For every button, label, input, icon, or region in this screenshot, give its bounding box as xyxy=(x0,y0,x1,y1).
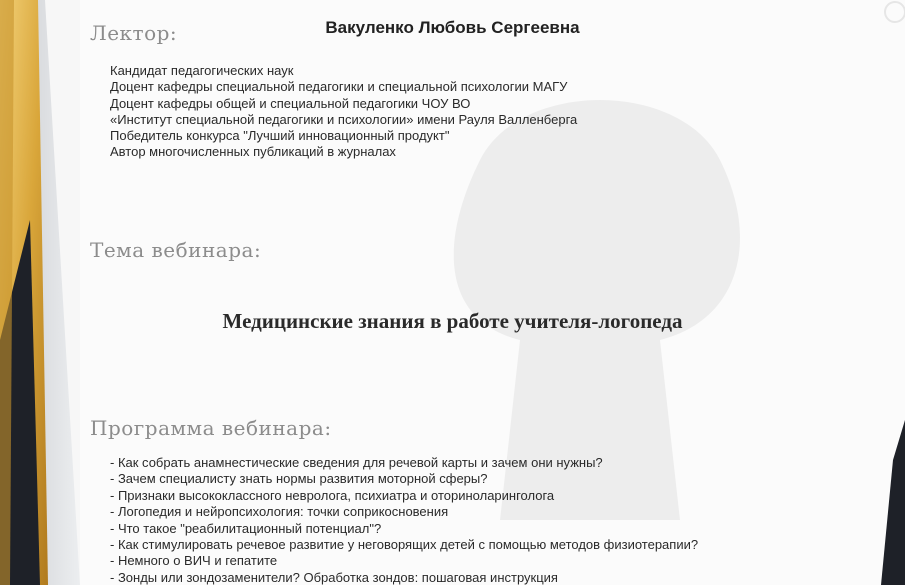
decorative-corner-graphic xyxy=(865,0,905,585)
credential-item: «Институт специальной педагогики и психологии» имени Рауля Валленберга xyxy=(110,111,578,127)
lector-credentials-list xyxy=(110,63,577,161)
decorative-stripes-graphic xyxy=(0,0,80,585)
credential-item: Доцент кафедры общей и специальной педагогики ЧОУ ВО xyxy=(110,95,471,111)
credential-item: Победитель конкурса "Лучший инновационный продукт" xyxy=(110,128,450,144)
webinar-title: Медицинские знания в работе учителя-логопеда xyxy=(222,309,683,333)
program-label: Программа вебинара: xyxy=(90,416,332,440)
left-decorative-strip xyxy=(0,0,80,585)
program-item: - Логопедия и нейропсихология: точки соприкосновения xyxy=(110,504,449,520)
credential-item: Кандидат педагогических наук xyxy=(110,63,294,78)
lector-label: Лектор: xyxy=(90,21,178,45)
right-decorative-strip xyxy=(865,0,905,585)
program-item: - Зонды или зондозаменители? Обработка зондов: пошаговая инструкция xyxy=(110,569,558,585)
program-item: - Зачем специалисту знать нормы развития моторной сферы? xyxy=(110,471,488,487)
program-item: - Как стимулировать речевое развитие у неговорящих детей с помощью методов физиотерапии? xyxy=(110,537,699,553)
program-item: - Что такое "реабилитационный потенциал"? xyxy=(110,520,382,536)
program-item: - Признаки высококлассного невролога, психиатра и оториноларинголога xyxy=(110,487,555,503)
credential-item: Доцент кафедры специальной педагогики и специальной психологии МАГУ xyxy=(110,79,568,95)
credential-item: Автор многочисленных публикаций в журналах xyxy=(110,144,396,160)
program-item: - Как собрать анамнестические сведения для речевой карты и зачем они нужны? xyxy=(110,455,603,470)
program-item: - Немного о ВИЧ и гепатите xyxy=(110,553,278,569)
program-list xyxy=(110,455,698,585)
lector-name: Вакуленко Любовь Сергеевна xyxy=(325,18,580,37)
topic-label: Тема вебинара: xyxy=(90,238,262,262)
